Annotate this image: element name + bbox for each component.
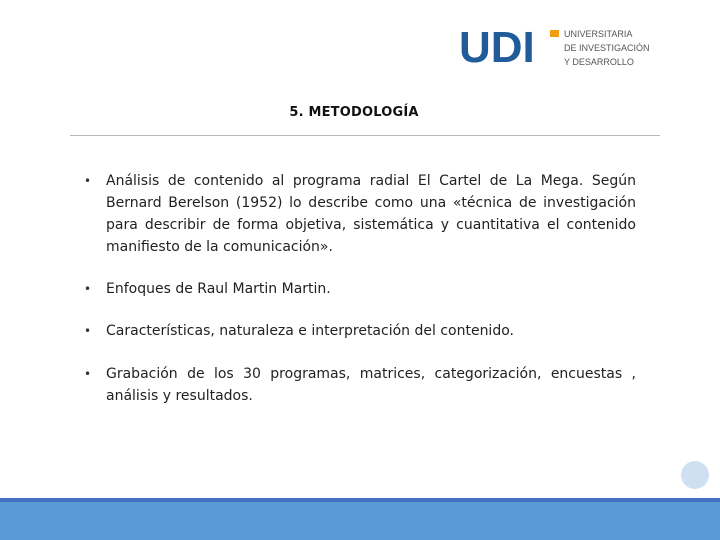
udi-logo (459, 23, 659, 72)
bullet-item: • Enfoques de Raul Martin Martin. (84, 278, 636, 300)
slide-title: 5. METODOLOGÍA (289, 105, 419, 120)
bullet-item: • Características, naturaleza e interpretación del contenido. (84, 320, 636, 342)
logo-mark: UDI (459, 23, 535, 72)
logo-line-3: Y DESARROLLO (564, 57, 634, 67)
logo-accent-square (550, 30, 559, 37)
bullet-item: • Grabación de los 30 programas, matrices, categorización, encuestas , análisis y resultados. (84, 363, 636, 407)
logo-line-2: DE INVESTIGACIÓN (564, 43, 650, 53)
bullet-item: • Análisis de contenido al programa radial El Cartel de La Mega. Según Bernard Berelson (1952) lo describe como una «técnica de investigación para describir de forma objetiva, sistemática y cuantitativa el contenido manifiesto de la comunicación». (84, 170, 636, 258)
footer-band (0, 502, 720, 540)
bullet-list (84, 170, 636, 427)
decorative-circle (681, 461, 709, 489)
title-divider (70, 135, 660, 136)
logo-text (564, 27, 650, 69)
logo-line-1: UNIVERSITARIA (564, 29, 633, 39)
